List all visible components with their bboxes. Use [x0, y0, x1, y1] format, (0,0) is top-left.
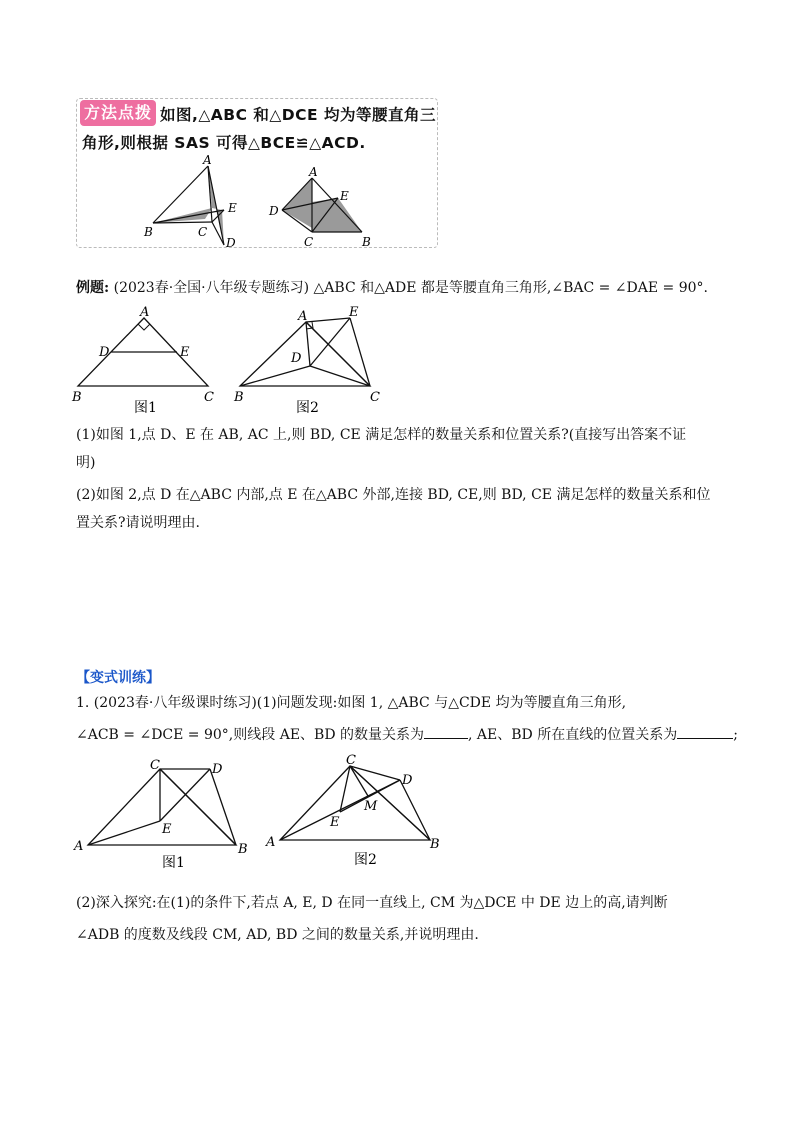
point-label: A	[203, 153, 212, 167]
example-question-1-line-1: (1)如图 1,点 D、E 在 AB, AC 上,则 BD, CE 满足怎样的数量关系和位置关系?(直接写出答案不证	[76, 427, 687, 443]
figure-caption: 图2	[354, 852, 377, 868]
point-label: B	[362, 235, 371, 249]
example-heading	[76, 277, 708, 299]
figure-caption: 图1	[162, 855, 185, 871]
tip-figure-1	[140, 150, 250, 250]
example-statement: △ABC 和△ADE 都是等腰直角三角形,∠BAC = ∠DAE = 90°.	[313, 280, 708, 296]
shaded-triangle	[153, 208, 212, 223]
variant-figure-2	[262, 752, 452, 872]
point-label: E	[162, 822, 172, 837]
triangle-abc	[240, 322, 370, 386]
point-label: C	[346, 753, 356, 768]
segment-db	[400, 780, 430, 840]
point-label: C	[204, 390, 214, 405]
example-source: (2023春·全国·八年级专题练习)	[113, 280, 310, 296]
example-question-1-line-2: 明)	[76, 455, 96, 471]
method-tip-badge: 方法点拨	[80, 100, 156, 126]
point-label: D	[226, 236, 236, 250]
method-tip-line-1: 如图,△ABC 和△DCE 均为等腰直角三	[160, 106, 437, 124]
variant-figure-1	[70, 755, 260, 873]
variant-problem-2-line-1: (2)深入探究:在(1)的条件下,若点 A, E, D 在同一直线上, CM 为△DCE 中 DE 边上的高,请判断	[76, 895, 668, 911]
figure-caption: 图1	[134, 400, 157, 416]
tip-figure-2	[262, 160, 382, 250]
point-label: D	[99, 345, 110, 360]
point-label: A	[266, 835, 276, 850]
answer-blank[interactable]	[424, 724, 468, 739]
example-question-2-line-2: 置关系?请说明理由.	[76, 515, 200, 531]
segment-ae	[306, 318, 350, 322]
point-label: E	[330, 815, 340, 830]
point-label: A	[74, 839, 84, 854]
answer-blank[interactable]	[677, 724, 733, 739]
variant-problem-1-line-1: 1. (2023春·八年级课时练习)(1)问题发现:如图 1, △ABC 与△CDE 均为等腰直角三角形,	[76, 695, 627, 711]
variant-problem-1-text-c: ;	[733, 727, 738, 743]
point-label: D	[291, 351, 302, 366]
point-label: B	[144, 225, 153, 239]
point-label: E	[340, 189, 349, 203]
variant-problem-1-line-2	[76, 724, 738, 746]
variant-problem-1-text-a: ∠ACB = ∠DCE = 90°,则线段 AE、BD 的数量关系为	[76, 727, 424, 743]
point-label: C	[370, 390, 380, 405]
variant-training-title: 【变式训练】	[76, 670, 160, 686]
point-label: C	[198, 225, 208, 239]
point-label: D	[212, 762, 223, 777]
variant-problem-1-text-b: , AE、BD 所在直线的位置关系为	[468, 727, 678, 743]
segment-dc	[310, 366, 370, 386]
variant-problem-2-line-2: ∠ADB 的度数及线段 CM, AD, BD 之间的数量关系,并说明理由.	[76, 927, 479, 943]
point-label: B	[234, 390, 244, 405]
point-label: B	[72, 390, 82, 405]
point-label: A	[309, 165, 318, 179]
point-label: E	[180, 345, 190, 360]
point-label: D	[269, 204, 279, 218]
example-figure-1	[68, 304, 228, 419]
method-tip-line-2: 角形,则根据 SAS 可得△BCE≌△ACD.	[82, 134, 366, 152]
figure-caption: 图2	[296, 400, 319, 416]
example-question-2-line-1: (2)如图 2,点 D 在△ABC 内部,点 E 在△ABC 外部,连接 BD, CE,则 BD, CE 满足怎样的数量关系和位	[76, 487, 711, 503]
point-label: C	[150, 758, 160, 773]
shaded-triangle	[312, 198, 362, 232]
example-figure-2	[228, 304, 388, 419]
point-label: D	[402, 773, 413, 788]
point-label: E	[349, 305, 359, 320]
segment-db	[210, 769, 236, 845]
point-label: B	[238, 842, 248, 857]
point-label: C	[304, 235, 314, 249]
point-label: M	[364, 799, 378, 814]
segment-de	[310, 318, 350, 366]
point-label: A	[298, 309, 308, 324]
segment-ad	[280, 780, 400, 840]
point-label: B	[430, 837, 440, 852]
point-label: E	[228, 201, 237, 215]
point-label: A	[140, 305, 150, 320]
example-label: 例题:	[76, 280, 110, 296]
right-angle-mark	[138, 324, 150, 330]
